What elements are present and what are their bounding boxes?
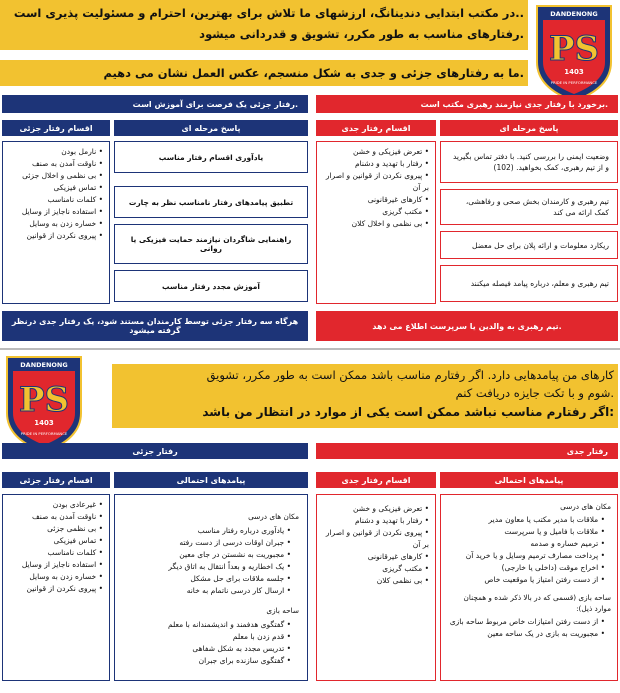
major-footer-note: .تیم رهبری به والدین یا سرپرست اطلاع می دهد	[316, 311, 618, 341]
list-item: • ملاقات با فامیل و یا سرپرست	[447, 526, 605, 538]
list-item: • گفتگوی هدفمند و اندیشمندانه با معلم	[121, 619, 291, 631]
section-divider	[0, 348, 620, 350]
list-item: • خساره زدن به وسایل	[7, 218, 103, 230]
logo-year: 1403	[564, 68, 584, 76]
list-item: • تماس فیزیکی	[7, 535, 103, 547]
list-item: • جلسه ملاقات برای حل مشکل	[121, 573, 291, 585]
minor-response-step: آموزش مجدد رفتار مناسب	[114, 270, 308, 302]
minor-types-box-2	[2, 494, 110, 681]
list-item: • تماس فیزیکی	[7, 182, 103, 194]
list-item: • پیروی نکردن از قوانین و اصرار بر آن	[321, 527, 429, 551]
list-item: • پیروی نکردن از قوانین و اصرار بر آن	[321, 170, 429, 194]
logo-motto: PRIDE IN PERFORMANCE	[20, 431, 68, 436]
list-item: • کارهای غیرقانونی	[321, 194, 429, 206]
minor-types-heading: اقسام رفتار جزئی	[2, 120, 110, 136]
list-item: • از دست رفتن امتیاز یا موقعیت خاص	[447, 574, 605, 586]
list-item: • ترمیم خساره و صدمه	[447, 538, 605, 550]
bottom-banner-line-2: .شوم و با تکت جایزه دریافت کنم	[455, 386, 614, 400]
list-item: • مکتب گریزی	[321, 563, 429, 575]
minor-response-step: تطبیق پیامدهای رفتار نامناسب نظر به چارت	[114, 186, 308, 218]
minor-yard-title: ساحه بازی	[266, 606, 299, 615]
major-consequence-heading: پیامدهای احتمالی	[440, 472, 618, 488]
list-item: • ناوقت آمدن به صنف	[7, 158, 103, 170]
list-item: • بی نظمی جزئی	[7, 523, 103, 535]
minor-response-heading: پاسخ مرحله ای	[114, 120, 308, 136]
minor-classroom-title: مکان های درسی	[248, 512, 299, 521]
list-item: • نارمل بودن	[7, 146, 103, 158]
list-item: • ارسال کار درسی ناتمام به خانه	[121, 585, 291, 597]
logo-letters: PS	[18, 380, 70, 420]
list-item: • مجبوریت به نشستن در جای معین	[121, 549, 291, 561]
school-logo-top	[533, 2, 615, 104]
list-item: • از دست رفتن امتیازات خاص مربوط ساحه بازی	[447, 616, 605, 628]
major-response-step: وضعیت ایمنی را بررسی کنید. با دفتر تماس بگیرید و از تیم رهبری، کمک بخواهید. (102)	[440, 141, 618, 183]
list-item: • پرداخت مصارف ترمیم وسایل و یا خرید آن	[447, 550, 605, 562]
list-item: • استفاده ناجایز از وسایل	[7, 206, 103, 218]
list-item: • قدم زدن با معلم	[121, 631, 291, 643]
major-types-heading-2: اقسام رفتار جدی	[316, 472, 436, 488]
list-item: • استفاده ناجایز از وسایل	[7, 559, 103, 571]
major-types-box	[316, 141, 436, 304]
list-item: • پیروی نکردن از قوانین	[7, 230, 103, 242]
minor-response-step: راهنمایی شاگردان نیازمند حمایت فیزیکی یا روانی	[114, 224, 308, 264]
list-item: • یک اخطاریه و بعداً انتقال به اتاق دیگر	[121, 561, 291, 573]
list-item: • پیروی نکردن از قوانین	[7, 583, 103, 595]
list-item: • یادآوری درباره رفتار مناسب	[121, 525, 291, 537]
logo-year: 1403	[34, 419, 54, 427]
top-banner-line-2: .رفتارهای مناسب به طور مکرر، تشویق و قدردانی میشود	[199, 27, 524, 41]
major-behaviour-header-2: رفتار جدی	[316, 443, 618, 459]
list-item: • بی نظمی کلان	[321, 575, 429, 587]
top-banner-line-3: .ما به رفتارهای جزئی و جدی به شکل منسجم، عکس العمل نشان می دهیم	[103, 66, 524, 80]
list-item: • کلمات نامناسب	[7, 547, 103, 559]
top-banner-line-1: ..در مکتب ابتدایی دندینانگ، ارزشهای ما تلاش برای بهترین، احترام و مسئولیت پذیری است	[13, 6, 524, 20]
major-types-box-2	[316, 494, 436, 681]
list-item: • گفتگوی سازنده برای جبران	[121, 655, 291, 667]
major-classroom-title: مکان های درسی	[560, 502, 611, 511]
major-yard-title: ساحه بازی (قسمی که در بالا ذکر شده و همچنان موارد ذیل):	[463, 593, 611, 613]
minor-response-step: یادآوری اقسام رفتار مناسب	[114, 141, 308, 173]
logo-school-name: DANDENONG	[20, 361, 68, 369]
major-response-step: ریکارد معلومات و ارائه پلان برای حل معضل	[440, 231, 618, 259]
major-response-step: تیم رهبری و کارمندان بخش صحی و رفاهشی، کمک ارائه می کند	[440, 189, 618, 225]
bottom-banner-line-1: کارهای من پیامدهایی دارد. اگر رفتارم مناسب باشد ممکن است به طور مکرر، تشویق	[206, 368, 614, 382]
list-item: • غیرعادی بودن	[7, 499, 103, 511]
minor-consequence-heading: پیامدهای احتمالی	[114, 472, 308, 488]
list-item: • جبران اوقات درسی از دست رفته	[121, 537, 291, 549]
list-item: • کلمات نامناسب	[7, 194, 103, 206]
major-response-heading: پاسخ مرحله ای	[440, 120, 618, 136]
major-types-heading: اقسام رفتار جدی	[316, 120, 436, 136]
minor-consequences-box	[114, 494, 308, 681]
list-item: • مجبوریت به بازی در یک ساحه معین	[447, 628, 605, 640]
minor-behaviour-header: .رفتار جزئی یک فرصت برای آموزش است	[2, 95, 308, 113]
major-consequences-box	[440, 494, 618, 681]
list-item: • ملاقات با مدیر مکتب یا معاون مدیر	[447, 514, 605, 526]
list-item: • مکتب گریزی	[321, 206, 429, 218]
minor-footer-note: هرگاه سه رفتار جزئی توسط کارمندان مستند شود، یک رفتار جدی درنظر گرفته میشود	[2, 311, 308, 341]
list-item: • رفتار با تهدید و دشنام	[321, 515, 429, 527]
minor-types-heading-2: اقسام رفتار جزئی	[2, 472, 110, 488]
list-item: • تعرض فیزیکی و خشن	[321, 503, 429, 515]
logo-letters: PS	[548, 29, 600, 69]
list-item: • اخراج موقت (داخلی یا خارجی)	[447, 562, 605, 574]
logo-motto: PRIDE IN PERFORMANCE	[550, 80, 598, 85]
minor-types-box	[2, 141, 110, 304]
logo-school-name: DANDENONG	[550, 10, 598, 18]
list-item: • تدریس مجدد به شکل شفاهی	[121, 643, 291, 655]
list-item: • رفتار با تهدید و دشنام	[321, 158, 429, 170]
bottom-banner-line-3: :اگر رفتارم مناسب نباشد ممکن است یکی از موارد در انتظار من باشد	[202, 405, 614, 419]
list-item: • خساره زدن به وسایل	[7, 571, 103, 583]
major-response-step: تیم رهبری و معلم، درباره پیامد فیصله میکنند	[440, 265, 618, 302]
list-item: • تعرض فیزیکی و خشن	[321, 146, 429, 158]
list-item: • ناوقت آمدن به صنف	[7, 511, 103, 523]
major-behaviour-header: .برخورد با رفتار جدی نیازمند رهبری مکتب است	[316, 95, 618, 113]
minor-behaviour-header-2: رفتار جزئی	[2, 443, 308, 459]
list-item: • کارهای غیرقانونی	[321, 551, 429, 563]
list-item: • بی نظمی و اخلال کلان	[321, 218, 429, 230]
list-item: • بی نظمی و اخلال جزئی	[7, 170, 103, 182]
school-logo-bottom	[3, 353, 85, 455]
